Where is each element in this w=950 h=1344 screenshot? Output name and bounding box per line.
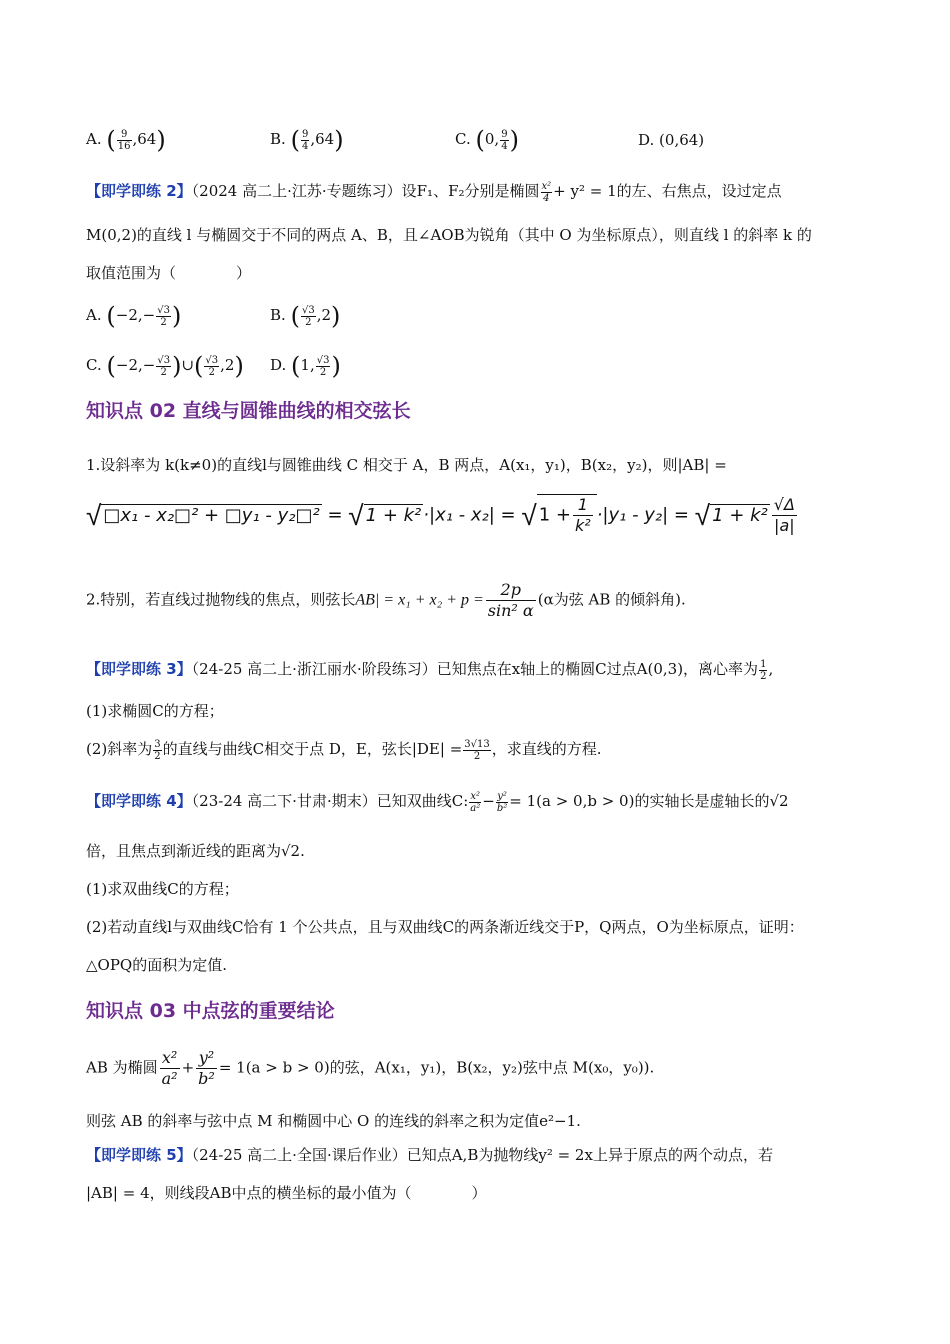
- exercise-3-q2: [86, 738, 602, 762]
- denominator: 2: [760, 670, 767, 682]
- sqrt-icon: √: [521, 499, 537, 532]
- denominator: |a|: [774, 516, 795, 535]
- numerator: 1: [760, 658, 767, 670]
- denominator: 2: [305, 316, 312, 328]
- option-label: D.: [638, 131, 655, 149]
- option-text: 0,: [484, 130, 500, 148]
- chord-length-formula: [86, 494, 799, 536]
- numerator: x²: [470, 790, 481, 802]
- denominator: k²: [575, 516, 591, 535]
- paren: (: [106, 126, 116, 154]
- denominator: 2: [208, 366, 215, 378]
- option-c: [455, 126, 519, 154]
- fraction: [486, 580, 536, 621]
- ex2-option-c: [86, 352, 244, 380]
- option-a: [86, 126, 166, 154]
- formula-part: 1 +: [538, 504, 571, 526]
- paragraph-text: (α为弦 AB 的倾斜角).: [537, 590, 686, 609]
- option-text: ,2: [220, 356, 235, 374]
- option-label: C.: [86, 356, 102, 374]
- paren: ): [331, 352, 341, 380]
- exercise-text: + y² = 1的左、右焦点，设过定点: [553, 182, 782, 200]
- kp02-paragraph-1: 1.设斜率为 k(k≠0)的直线l与圆锥曲线 C 相交于 A，B 两点，A(x₁，y₁)，B(x₂，y₂)，则|AB| =: [86, 456, 727, 474]
- ex2-option-d: [270, 352, 341, 380]
- option-label: D.: [270, 356, 287, 374]
- option-text: ,2: [316, 306, 331, 324]
- sqrt-icon: √: [773, 495, 784, 514]
- formula-part: ·|y₁ - y₂| =: [596, 504, 690, 526]
- option-text: −2,−: [115, 306, 156, 324]
- sqrt-icon: √: [86, 499, 102, 532]
- paren: (: [290, 302, 300, 330]
- exercise-text: 的直线与曲线C相交于点 D，E，弦长|DE| =: [162, 740, 463, 758]
- exercise-5-line2: |AB| = 4，则线段AB中点的横坐标的最小值为（ ）: [86, 1184, 487, 1202]
- fraction: [772, 495, 797, 536]
- denominator: 2: [154, 750, 161, 762]
- option-d: [638, 131, 704, 149]
- exercise-4-line1: [86, 790, 789, 814]
- denominator: a²: [161, 1069, 178, 1088]
- exercise-tag: 【即学即练 5】: [86, 1146, 192, 1164]
- fraction: [573, 495, 593, 536]
- fraction: [117, 129, 132, 152]
- numerator: x²: [160, 1048, 180, 1069]
- exercise-text: = 1(a > 0,b > 0)的实轴长是虚轴长的√2: [509, 792, 789, 810]
- exercise-4-q1: (1)求双曲线C的方程；: [86, 880, 239, 898]
- exercise-4-line2: 倍，且焦点到渐近线的距离为√2.: [86, 842, 305, 860]
- exercise-3-q1: (1)求椭圆C的方程；: [86, 702, 224, 720]
- denominator: 4: [543, 192, 550, 204]
- denominator: 2: [160, 366, 167, 378]
- exercise-3-line1: [86, 658, 773, 682]
- numerator: Δ: [783, 495, 795, 514]
- option-text: 1,: [300, 356, 315, 374]
- paren: ): [234, 352, 244, 380]
- exercise-4-q2: (2)若动直线l与双曲线C恰有 1 个公共点，且与双曲线C的两条渐近线交于P，Q两点，O为坐标原点，证明：: [86, 918, 804, 936]
- fraction: [204, 355, 219, 378]
- option-text: ,64: [132, 130, 157, 148]
- numerator: √3: [157, 354, 171, 366]
- option-label: B.: [270, 130, 286, 148]
- union-symbol: ∪: [181, 356, 195, 374]
- fraction: [301, 305, 316, 328]
- paren: (: [106, 352, 116, 380]
- fraction: [496, 791, 508, 814]
- denominator: 16: [117, 140, 131, 152]
- exercise-2-line1: [86, 180, 782, 204]
- paren: (: [194, 352, 204, 380]
- sqrt-icon: √: [348, 499, 364, 532]
- kp03-paragraph-1: [86, 1048, 654, 1089]
- sqrt-icon: √: [694, 499, 711, 532]
- fraction: [500, 129, 508, 152]
- numerator: 3: [154, 738, 161, 750]
- exercise-tag: 【即学即练 3】: [86, 660, 192, 678]
- fraction: [156, 305, 171, 328]
- numerator: x²: [541, 180, 552, 192]
- option-text: ,64: [310, 130, 335, 148]
- kp03-paragraph-2: 则弦 AB 的斜率与弦中点 M 和椭圆中心 O 的连线的斜率之积为定值e²−1.: [86, 1112, 581, 1130]
- fraction: [153, 739, 161, 762]
- numerator: y²: [196, 1048, 217, 1069]
- exercise-2-line3: 取值范围为（ ）: [86, 264, 252, 282]
- fraction: [759, 659, 767, 682]
- formula-part: 1 + k²: [365, 504, 422, 526]
- formula-part: ·|x₁ - x₂| =: [423, 504, 516, 526]
- fraction: [469, 791, 481, 814]
- formula-part: AB| = x₁ + x₂ + p =: [355, 591, 484, 609]
- numerator: 9: [501, 128, 508, 140]
- numerator: √3: [205, 354, 219, 366]
- denominator: b²: [496, 802, 508, 814]
- exercise-text: （2024 高二上·江苏·专题练习）设F₁、F₂分别是椭圆: [191, 182, 540, 200]
- paragraph-text: 2.特别，若直线过抛物线的焦点，则弦长: [86, 590, 356, 609]
- denominator: 4: [501, 140, 508, 152]
- numerator: 3√13: [464, 738, 490, 750]
- paren: ): [334, 126, 344, 154]
- numerator: 2p: [486, 580, 536, 601]
- minus-sign: −: [482, 792, 495, 810]
- fraction: [196, 1048, 217, 1089]
- exercise-text: (2)斜率为: [86, 740, 153, 758]
- section-heading-kp03: 知识点 03 中点弦的重要结论: [86, 1000, 335, 1022]
- numerator: 9: [301, 128, 309, 140]
- kp02-paragraph-2: [86, 580, 686, 621]
- option-text: −2,−: [115, 356, 156, 374]
- paren: ): [156, 126, 166, 154]
- fraction: [463, 739, 490, 762]
- fraction: [160, 1048, 180, 1089]
- denominator: 4: [301, 140, 309, 152]
- paren: (: [291, 352, 301, 380]
- option-label: A.: [86, 306, 102, 324]
- exercise-text: （23-24 高二下·甘肃·期末）已知双曲线C:: [191, 792, 469, 810]
- paren: (: [290, 126, 300, 154]
- paren: (: [106, 302, 116, 330]
- exercise-tag: 【即学即练 4】: [86, 792, 192, 810]
- exercise-2-line2: M(0,2)的直线 l 与椭圆交于不同的两点 A、B，且∠AOB为锐角（其中 O 为坐标原点），则直线 l 的斜率 k 的: [86, 226, 812, 244]
- fraction: [156, 355, 171, 378]
- numerator: √3: [316, 354, 330, 366]
- numerator: y²: [497, 790, 507, 802]
- fraction: [316, 355, 331, 378]
- exercise-4-q2b: △OPQ的面积为定值.: [86, 956, 227, 974]
- numerator: √3: [301, 304, 315, 316]
- paren: ): [171, 302, 182, 330]
- numerator: √3: [157, 304, 170, 316]
- option-label: A.: [86, 130, 102, 148]
- fraction: [541, 181, 553, 204]
- paragraph-text: AB 为椭圆: [86, 1058, 158, 1077]
- exercise-5-line1: [86, 1144, 773, 1165]
- paragraph-text: = 1(a > b > 0)的弦，A(x₁，y₁)，B(x₂，y₂)弦中点 M(x₀，y₀)).: [218, 1058, 655, 1077]
- numerator: 1: [573, 495, 593, 516]
- exercise-text: ,: [768, 660, 774, 678]
- ex2-option-a: [86, 302, 181, 330]
- plus-sign: +: [181, 1058, 195, 1077]
- denominator: 2: [160, 316, 167, 328]
- option-label: C.: [455, 130, 471, 148]
- denominator: 2: [473, 750, 481, 762]
- section-heading-kp02: 知识点 02 直线与圆锥曲线的相交弦长: [86, 400, 411, 422]
- exercise-text: ，求直线的方程.: [491, 740, 602, 758]
- option-label: B.: [270, 306, 286, 324]
- denominator: sin² α: [487, 601, 534, 620]
- paren: ): [331, 302, 341, 330]
- formula-eq: =: [327, 504, 343, 526]
- formula-part: 1 + k²: [712, 504, 768, 526]
- paren: (: [475, 126, 485, 154]
- ex2-option-b: [270, 302, 340, 330]
- formula-part: □x₁ - x₂□² + □y₁ - y₂□²: [103, 504, 320, 526]
- exercise-text: （24-25 高二上·全国·课后作业）已知点A,B为抛物线y² = 2x上异于原点的两个动点，若: [191, 1146, 773, 1164]
- fraction: [301, 129, 309, 152]
- numerator: 9: [117, 129, 132, 141]
- denominator: 2: [319, 366, 327, 378]
- option-b: [270, 126, 344, 154]
- denominator: b²: [198, 1069, 215, 1088]
- paren: ): [172, 352, 182, 380]
- denominator: a²: [470, 802, 481, 814]
- paren: ): [509, 126, 519, 154]
- exercise-text: （24-25 高二上·浙江丽水·阶段练习）已知焦点在x轴上的椭圆C过点A(0,3)，离心率为: [191, 660, 759, 678]
- option-text: (0,64): [659, 131, 705, 149]
- exercise-tag: 【即学即练 2】: [86, 182, 192, 200]
